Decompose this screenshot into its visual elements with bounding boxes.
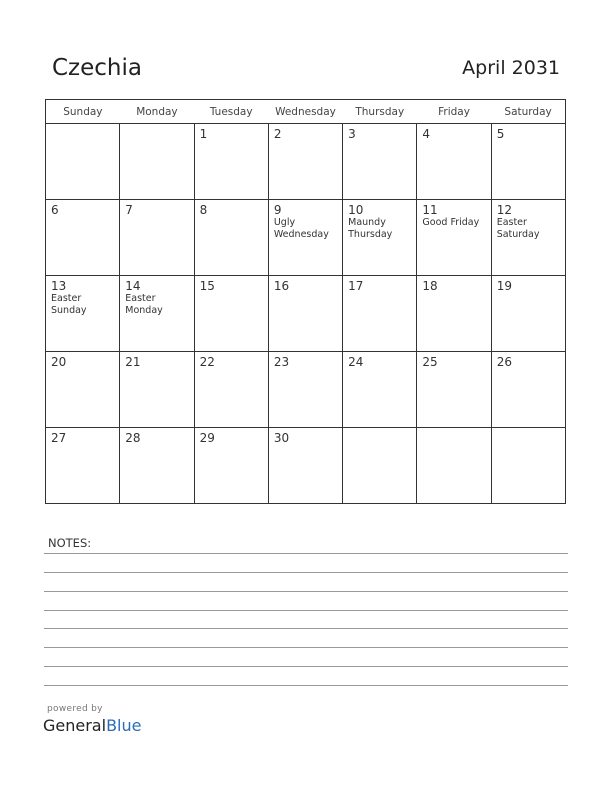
holiday-label: Easter Saturday <box>496 217 540 240</box>
day-cell <box>46 428 120 504</box>
calendar-grid <box>45 99 566 504</box>
day-cell <box>343 200 417 276</box>
day-number: 23 <box>273 355 290 369</box>
day-number: 7 <box>125 203 133 217</box>
day-cell <box>268 428 342 504</box>
logo-blue: Blue <box>106 716 142 735</box>
day-number: 11 <box>422 203 438 217</box>
day-cell <box>46 200 120 276</box>
day-cell <box>194 276 268 352</box>
day-number: 25 <box>422 355 438 369</box>
day-cell <box>46 276 120 352</box>
day-number: 29 <box>199 431 215 445</box>
weekday-wednesday: Wednesday <box>268 100 342 124</box>
day-number: 5 <box>496 127 505 141</box>
day-cell <box>194 352 268 428</box>
day-cell <box>46 352 120 428</box>
day-cell <box>491 352 565 428</box>
weekday-header-row <box>46 100 566 124</box>
holiday-label: Maundy Thursday <box>348 217 393 240</box>
weekday-tuesday: Tuesday <box>194 100 268 124</box>
day-cell <box>120 428 194 504</box>
day-cell <box>417 428 491 504</box>
week-row <box>46 124 566 200</box>
notes-line <box>44 610 568 611</box>
day-cell <box>268 352 342 428</box>
weekday-thursday: Thursday <box>343 100 417 124</box>
day-cell <box>268 124 342 200</box>
day-cell <box>343 352 417 428</box>
day-cell <box>417 124 491 200</box>
day-cell <box>120 276 194 352</box>
day-number: 3 <box>348 127 356 141</box>
day-number: 15 <box>199 279 215 293</box>
day-number: 20 <box>51 355 67 369</box>
day-number: 17 <box>348 279 364 293</box>
day-number: 26 <box>496 355 512 369</box>
day-cell <box>120 200 194 276</box>
day-cell <box>120 124 194 200</box>
notes-line <box>44 628 568 629</box>
day-number: 16 <box>273 279 290 293</box>
day-number: 30 <box>273 431 290 445</box>
notes-line <box>44 572 568 573</box>
day-number: 4 <box>422 127 431 141</box>
day-cell <box>194 124 268 200</box>
day-number: 21 <box>125 355 141 369</box>
day-cell <box>417 276 491 352</box>
day-number: 1 <box>199 127 208 141</box>
day-number: 27 <box>51 431 67 445</box>
day-cell <box>491 428 565 504</box>
weekday-monday: Monday <box>120 100 194 124</box>
country-title: Czechia <box>52 55 142 81</box>
day-number: 19 <box>496 279 512 293</box>
day-number: 22 <box>199 355 215 369</box>
day-cell <box>491 200 565 276</box>
day-cell <box>194 200 268 276</box>
day-cell <box>491 124 565 200</box>
day-number: 28 <box>125 431 141 445</box>
notes-line <box>44 647 568 648</box>
notes-line <box>44 666 568 667</box>
notes-line <box>44 685 568 686</box>
day-number: 12 <box>496 203 512 217</box>
day-number: 9 <box>273 203 282 217</box>
day-number: 10 <box>348 203 364 217</box>
notes-label: NOTES: <box>48 536 92 550</box>
holiday-label: Easter Monday <box>125 293 163 316</box>
day-number: 13 <box>51 279 67 293</box>
day-cell <box>343 124 417 200</box>
day-cell <box>343 428 417 504</box>
month-year-title: April 2031 <box>462 57 560 79</box>
logo-general: General <box>43 716 107 735</box>
weekday-sunday: Sunday <box>46 100 120 124</box>
day-number: 14 <box>125 279 141 293</box>
holiday-label: Good Friday <box>422 217 480 228</box>
powered-by-text: powered by <box>47 704 103 714</box>
day-cell <box>268 276 342 352</box>
day-number: 6 <box>51 203 59 217</box>
day-number: 18 <box>422 279 438 293</box>
notes-line <box>44 553 568 554</box>
holiday-label: Easter Sunday <box>51 293 87 316</box>
week-row <box>46 428 566 504</box>
day-cell <box>194 428 268 504</box>
day-number: 24 <box>348 355 364 369</box>
day-cell <box>120 352 194 428</box>
day-cell <box>268 200 342 276</box>
day-cell <box>417 200 491 276</box>
day-cell <box>491 276 565 352</box>
day-cell <box>343 276 417 352</box>
week-row <box>46 352 566 428</box>
week-row <box>46 200 566 276</box>
day-number: 2 <box>273 127 282 141</box>
notes-line <box>44 591 568 592</box>
week-row <box>46 276 566 352</box>
generalblue-logo <box>43 716 141 735</box>
day-cell <box>46 124 120 200</box>
day-cell <box>417 352 491 428</box>
holiday-label: Ugly Wednesday <box>273 217 329 240</box>
weekday-saturday: Saturday <box>491 100 565 124</box>
weekday-friday: Friday <box>417 100 491 124</box>
day-number: 8 <box>199 203 208 217</box>
